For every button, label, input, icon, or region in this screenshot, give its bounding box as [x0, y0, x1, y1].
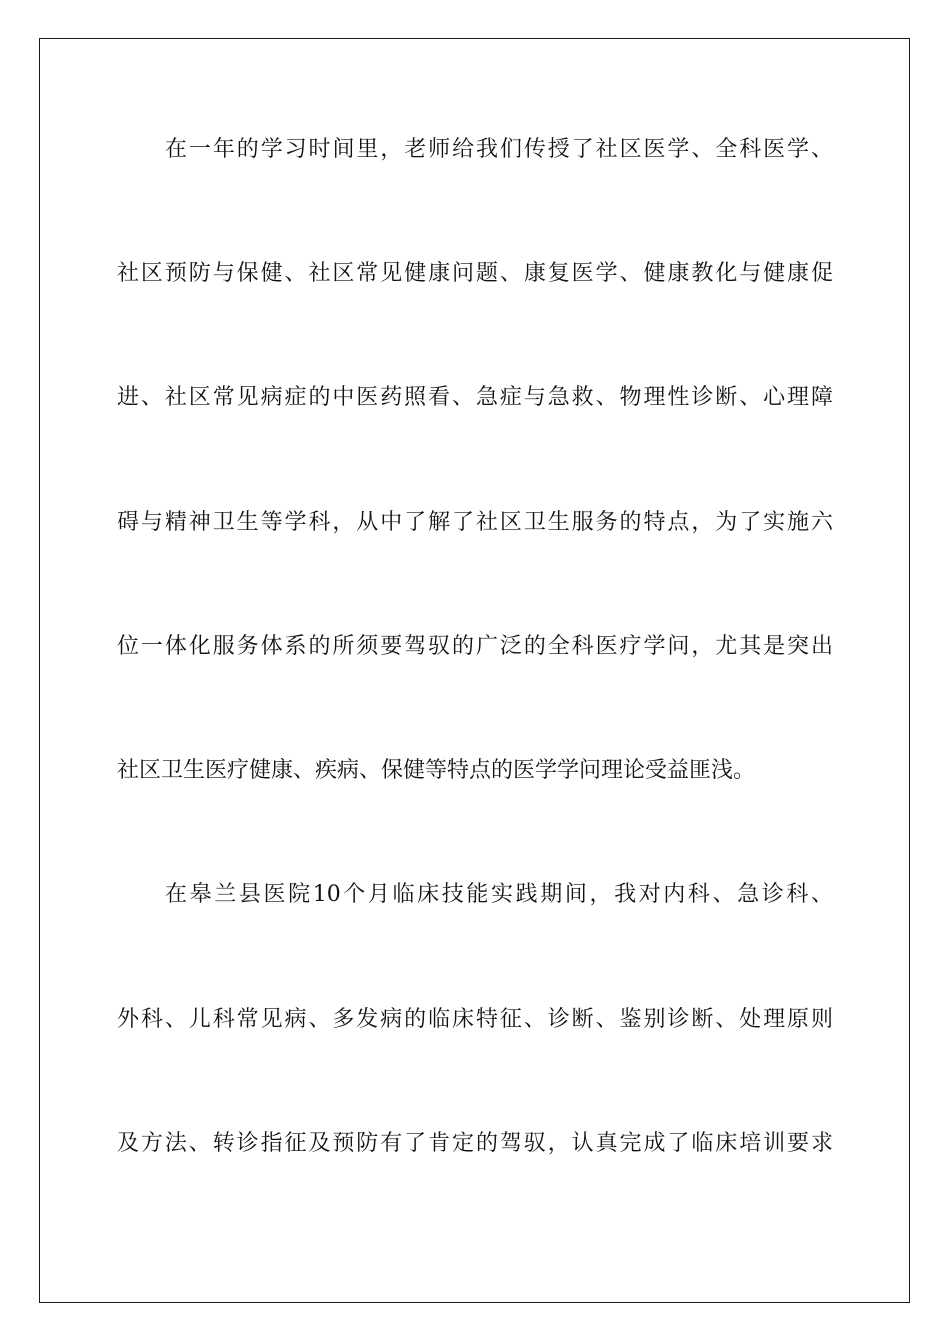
paragraph-2-line-2: 外科、儿科常见病、多发病的临床特征、诊断、鉴别诊断、处理原则 [117, 1007, 833, 1032]
paragraph-1-line-4: 碍与精神卫生等学科，从中了解了社区卫生服务的特点，为了实施六 [117, 510, 833, 535]
paragraph-1-line-2: 社区预防与保健、社区常见健康问题、康复医学、健康教化与健康促 [117, 261, 833, 286]
paragraph-1-line-5: 位一体化服务体系的所须要驾驭的广泛的全科医疗学问，尤其是突出 [117, 634, 833, 659]
page-border [39, 38, 910, 1303]
paragraph-2-line-1: 在皋兰县医院10个月临床技能实践期间，我对内科、急诊科、 [165, 882, 833, 907]
paragraph-1-line-3: 进、社区常见病症的中医药照看、急症与急救、物理性诊断、心理障 [117, 385, 833, 410]
paragraph-2-line-3: 及方法、转诊指征及预防有了肯定的驾驭，认真完成了临床培训要求 [117, 1131, 833, 1156]
paragraph-1-line-6: 社区卫生医疗健康、疾病、保健等特点的医学学问理论受益匪浅。 [117, 758, 756, 783]
paragraph-1-line-1: 在一年的学习时间里，老师给我们传授了社区医学、全科医学、 [165, 137, 833, 162]
